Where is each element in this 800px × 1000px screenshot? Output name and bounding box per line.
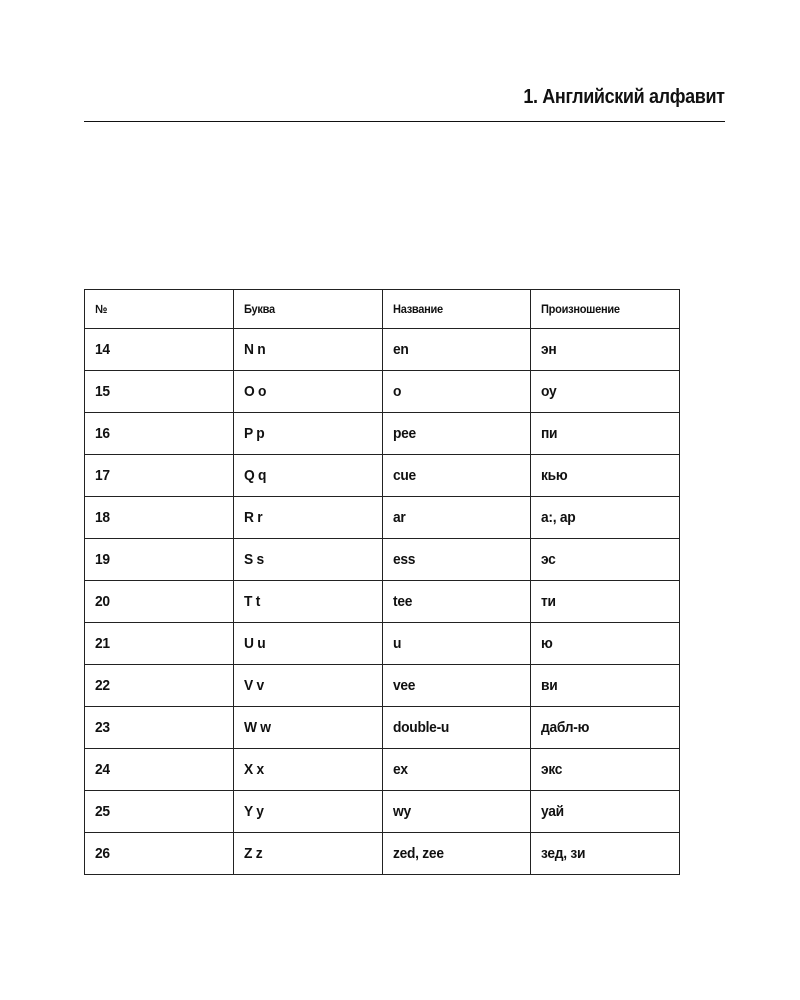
cell-pronunciation: оу bbox=[531, 371, 680, 413]
cell-name: ess bbox=[382, 539, 531, 581]
cell-letter: N n bbox=[233, 329, 382, 371]
cell-number: 16 bbox=[85, 413, 234, 455]
cell-letter: S s bbox=[233, 539, 382, 581]
cell-name: en bbox=[382, 329, 531, 371]
table-row bbox=[85, 413, 680, 455]
cell-letter: O o bbox=[233, 371, 382, 413]
cell-name: vee bbox=[382, 665, 531, 707]
table-row bbox=[85, 371, 680, 413]
cell-letter: Z z bbox=[233, 833, 382, 875]
table-row bbox=[85, 497, 680, 539]
cell-number: 14 bbox=[85, 329, 234, 371]
cell-pronunciation: зед, зи bbox=[531, 833, 680, 875]
cell-name: pee bbox=[382, 413, 531, 455]
cell-number: 23 bbox=[85, 707, 234, 749]
cell-pronunciation: ви bbox=[531, 665, 680, 707]
cell-number: 18 bbox=[85, 497, 234, 539]
cell-letter: Y y bbox=[233, 791, 382, 833]
cell-number: 26 bbox=[85, 833, 234, 875]
cell-name: ar bbox=[382, 497, 531, 539]
column-header-pronunciation: Произношение bbox=[531, 290, 680, 329]
cell-letter: W w bbox=[233, 707, 382, 749]
page-title: 1. Английский алфавит bbox=[523, 86, 725, 108]
cell-pronunciation: эн bbox=[531, 329, 680, 371]
cell-letter: R r bbox=[233, 497, 382, 539]
table-header-row bbox=[85, 290, 680, 329]
cell-pronunciation: дабл-ю bbox=[531, 707, 680, 749]
cell-number: 19 bbox=[85, 539, 234, 581]
table-row bbox=[85, 749, 680, 791]
cell-number: 20 bbox=[85, 581, 234, 623]
cell-name: wy bbox=[382, 791, 531, 833]
cell-name: tee bbox=[382, 581, 531, 623]
page-header bbox=[84, 84, 725, 122]
table-row bbox=[85, 539, 680, 581]
cell-number: 25 bbox=[85, 791, 234, 833]
cell-letter: X x bbox=[233, 749, 382, 791]
cell-letter: T t bbox=[233, 581, 382, 623]
table-row bbox=[85, 455, 680, 497]
cell-letter: Q q bbox=[233, 455, 382, 497]
table-row bbox=[85, 833, 680, 875]
cell-name: ex bbox=[382, 749, 531, 791]
cell-letter: V v bbox=[233, 665, 382, 707]
column-header-number: № bbox=[85, 290, 234, 329]
cell-number: 24 bbox=[85, 749, 234, 791]
cell-pronunciation: эс bbox=[531, 539, 680, 581]
cell-name: zed, zee bbox=[382, 833, 531, 875]
column-header-letter: Буква bbox=[233, 290, 382, 329]
table-body bbox=[85, 329, 680, 875]
cell-pronunciation: экс bbox=[531, 749, 680, 791]
cell-letter: P p bbox=[233, 413, 382, 455]
cell-name: o bbox=[382, 371, 531, 413]
cell-pronunciation: пи bbox=[531, 413, 680, 455]
cell-letter: U u bbox=[233, 623, 382, 665]
cell-pronunciation: уай bbox=[531, 791, 680, 833]
cell-pronunciation: ти bbox=[531, 581, 680, 623]
table-row bbox=[85, 329, 680, 371]
alphabet-table bbox=[84, 289, 680, 875]
table-row bbox=[85, 623, 680, 665]
cell-number: 21 bbox=[85, 623, 234, 665]
cell-pronunciation: ю bbox=[531, 623, 680, 665]
cell-pronunciation: а:, ар bbox=[531, 497, 680, 539]
cell-name: cue bbox=[382, 455, 531, 497]
column-header-name: Название bbox=[382, 290, 531, 329]
table-row bbox=[85, 707, 680, 749]
cell-name: u bbox=[382, 623, 531, 665]
cell-name: double-u bbox=[382, 707, 531, 749]
cell-pronunciation: кью bbox=[531, 455, 680, 497]
cell-number: 15 bbox=[85, 371, 234, 413]
cell-number: 17 bbox=[85, 455, 234, 497]
cell-number: 22 bbox=[85, 665, 234, 707]
table-row bbox=[85, 791, 680, 833]
table-row bbox=[85, 665, 680, 707]
table-row bbox=[85, 581, 680, 623]
